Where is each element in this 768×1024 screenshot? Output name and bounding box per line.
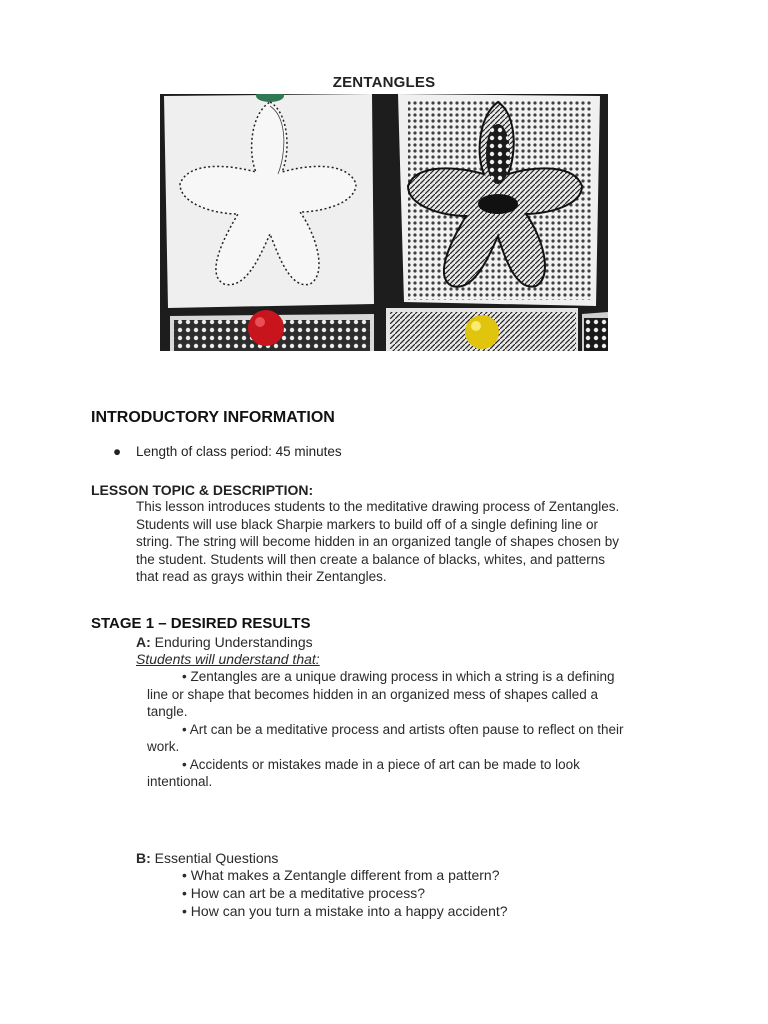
section-b-label: B: (136, 850, 151, 866)
lesson-line: that read as grays within their Zentangles. (136, 569, 387, 584)
understanding-first-line: • Art can be a meditative process and artists often pause to reflect on their (182, 721, 624, 737)
zentangle-artwork-image (160, 94, 608, 351)
class-length-bullet: ● (113, 444, 122, 459)
understanding-line: intentional. (147, 774, 213, 789)
essential-questions-list (182, 866, 508, 920)
understanding-item (147, 756, 707, 791)
section-a-title: Enduring Understandings (154, 634, 313, 650)
class-length-text: Length of class period: 45 minutes (136, 444, 342, 459)
understanding-first-line: • Accidents or mistakes made in a piece of art can be made to look (182, 756, 580, 772)
lesson-line: Students will use black Sharpie markers to build off of a single defining line or (136, 516, 599, 532)
understanding-line: line or shape that becomes hidden in an organized mess of shapes called a (147, 686, 599, 702)
understanding-first-line: • Zentangles are a unique drawing process in which a string is a defining (182, 669, 615, 684)
lesson-line: string. The string will become hidden in an organized tangle of shapes chosen by (136, 534, 620, 549)
section-b-title: Essential Questions (154, 850, 279, 866)
lesson-topic-label: LESSON TOPIC & DESCRIPTION: (91, 482, 314, 498)
lesson-line: the student. Students will then create a balance of blacks, whites, and patterns (136, 551, 606, 567)
understandings-list (147, 668, 707, 791)
question-item: • How can you turn a mistake into a happy accident? (182, 903, 508, 919)
section-a-label: A: (136, 634, 151, 650)
essential-questions-title (136, 849, 278, 867)
understanding-line: tangle. (147, 704, 188, 719)
question-item: • What makes a Zentangle different from a pattern? (182, 867, 500, 883)
stage1-heading: STAGE 1 – DESIRED RESULTS (91, 615, 311, 632)
understanding-item (147, 668, 707, 721)
zentangle-photo (160, 94, 608, 351)
understanding-item (147, 721, 707, 756)
page-title: ZENTANGLES (332, 74, 436, 91)
lesson-line: This lesson introduces students to the meditative drawing process of Zentangles. (136, 499, 620, 514)
enduring-understandings-title (136, 633, 313, 651)
understanding-line: work. (147, 739, 180, 754)
lesson-description (136, 498, 619, 586)
question-item: • How can art be a meditative process? (182, 885, 426, 901)
intro-heading: INTRODUCTORY INFORMATION (91, 409, 335, 426)
understandings-intro: Students will understand that: (136, 651, 320, 667)
